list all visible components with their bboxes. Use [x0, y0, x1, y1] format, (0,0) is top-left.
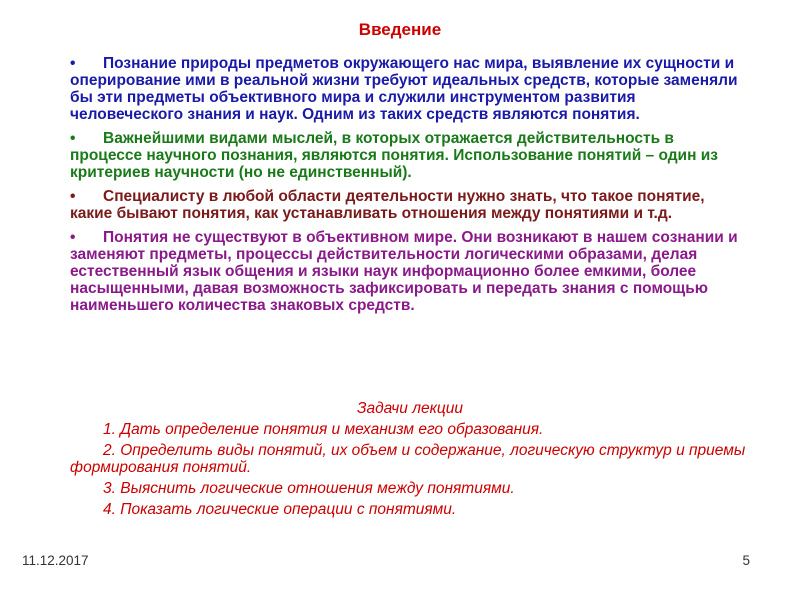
bullet-item-concepts-nature: [70, 229, 740, 314]
page-number: 5: [742, 553, 750, 568]
bullet-item-thought-types: [70, 130, 740, 181]
task-item: 3. Выяснить логические отношения между понятиями.: [103, 480, 515, 497]
footer-date: 11.12.2017: [22, 553, 89, 568]
bullet-text: Познание природы предметов окружающего нас мира, выявление их сущности и оперирование ими в реальной жизни требуют идеальных средств, которые заменяли бы эти предметы объективного мира и служили инструментом развития человеческого знания и наук. Одним из таких средств являются понятия.: [70, 55, 738, 123]
bullet-marker-icon: •: [70, 55, 76, 72]
bullet-marker-icon: •: [70, 130, 76, 147]
bullet-marker-icon: •: [70, 229, 76, 246]
slide-title: Введение: [358, 20, 442, 39]
task-item: 1. Дать определение понятия и механизм его образования.: [103, 421, 544, 438]
bullet-text: Важнейшими видами мыслей, в которых отражается действительность в процессе научного познания, являются понятия. Использование понятий – один из критериев научности (но не единственный).: [70, 130, 718, 181]
lecture-tasks-heading: Задачи лекции: [356, 400, 464, 417]
task-item: 4. Показать логические операции с понятиями.: [103, 501, 457, 518]
bullet-list: [70, 55, 740, 321]
bullet-marker-icon: •: [70, 188, 76, 205]
bullet-text: Специалисту в любой области деятельности нужно знать, что такое понятие, какие бывают понятия, как устанавливать отношения между понятиями и т.д.: [70, 188, 705, 222]
bullet-text: Понятия не существуют в объективном мире. Они возникают в нашем сознании и заменяют предметы, процессы действительности логическими образами, делая естественный язык общения и языки наук информационно более емкими, более насыщенными, давая возможность зафиксировать и передать знания с помощью наименьшего количества знаковых средств.: [70, 229, 738, 314]
task-item: 2. Определить виды понятий, их объем и содержание, логическую структур и приемы формирования понятий.: [70, 442, 746, 476]
bullet-item-specialist: [70, 188, 740, 222]
lecture-tasks: [70, 400, 750, 522]
bullet-item-knowledge: [70, 55, 740, 123]
